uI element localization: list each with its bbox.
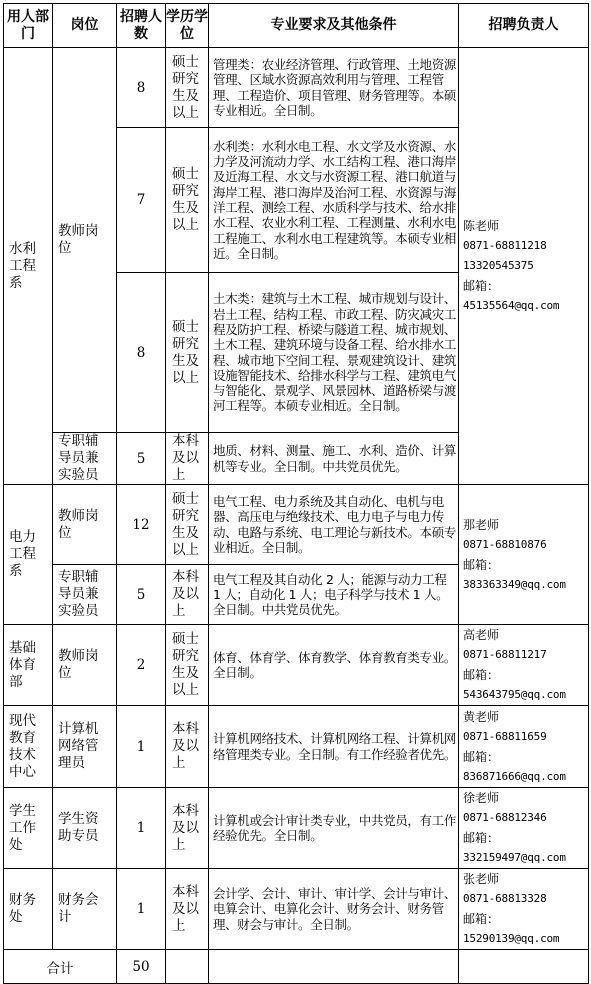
dept-cell: 水利工程系 <box>4 48 53 485</box>
edu-cell: 本科及以上 <box>166 788 209 869</box>
header-edu: 学历学位 <box>166 4 209 48</box>
contact-cell <box>459 485 589 625</box>
post-cell: 学生资助专员 <box>53 788 117 869</box>
contact-cell <box>459 869 589 950</box>
contact-email: 836871666@qq.com <box>463 769 566 783</box>
contact-email-label: 邮箱： <box>463 279 500 293</box>
contact-phone: 0871-68810876 <box>463 537 547 551</box>
dept-cell: 学生工作处 <box>4 788 53 869</box>
edu-cell: 本科及以上 <box>166 869 209 950</box>
table-row <box>4 788 589 869</box>
requirements-cell: 计算机或会计审计类专业，中共党员，有工作经验优先。全日制。 <box>209 788 459 869</box>
header-row <box>4 4 589 48</box>
edu-cell: 硕士研究生及以上 <box>166 128 209 273</box>
edu-cell: 硕士研究生及以上 <box>166 625 209 706</box>
dept-cell: 基础体育部 <box>4 625 53 706</box>
post-cell: 教师岗位 <box>53 48 117 433</box>
requirements-cell: 土木类：建筑与土木工程、城市规划与设计、岩土工程、结构工程、市政工程、防灾减灾工程及防护工程、桥梁与隧道工程、城市规划、土木工程、建筑环境与设备工程、给水排水工程、城市地下空间工程、景观建筑设计、建筑设施智能技术、给排水科学与工程、建筑电气与智能化、景观学、风景园林、道路桥梁与渡河工程等。本硕专业相近。全日制。 <box>209 273 459 433</box>
contact-email-label: 邮箱： <box>463 557 500 572</box>
post-cell: 教师岗位 <box>53 485 117 565</box>
contact-email-label: 邮箱： <box>463 749 500 764</box>
dept-cell: 电力工程系 <box>4 485 53 625</box>
count-cell: 8 <box>117 273 166 433</box>
contact-name: 徐老师 <box>463 791 500 805</box>
contact-email: 15290139@qq.com <box>463 932 560 945</box>
requirements-cell: 管理类：农业经济管理、行政管理、土地资源管理、区域水资源高效利用与管理、工程管理、工程造价、项目管理、财务管理等。本硕专业相近。全日制。 <box>209 48 459 128</box>
edu-cell: 硕士研究生及以上 <box>166 48 209 128</box>
dept-cell: 现代教育技术中心 <box>4 706 53 788</box>
post-cell: 专职辅导员兼实验员 <box>53 565 117 625</box>
contact-phone: 0871-68811659 <box>463 729 547 743</box>
contact-email: 383363349@qq.com <box>463 577 566 591</box>
empty-cell <box>459 950 589 984</box>
header-dept: 用人部门 <box>4 4 53 48</box>
header-contact: 招聘负责人 <box>459 4 589 48</box>
contact-phone: 0871-68811217 <box>463 648 547 661</box>
requirements-cell: 计算机网络技术、计算机网络工程、计算机网络管理类专业。全日制。有工作经验者优先。 <box>209 706 459 788</box>
edu-cell: 硕士研究生及以上 <box>166 273 209 433</box>
total-row <box>4 950 589 984</box>
contact-name: 高老师 <box>463 628 500 642</box>
count-cell: 5 <box>117 433 166 485</box>
contact-phone: 13320545375 <box>463 259 534 272</box>
contact-email: 543643795@qq.com <box>463 688 566 701</box>
requirements-cell: 体育、体育学、体育教学、体育教育类专业。全日制。 <box>209 625 459 706</box>
count-cell: 12 <box>117 485 166 565</box>
contact-phone: 0871-68811218 <box>463 239 547 252</box>
header-requirements: 专业要求及其他条件 <box>209 4 459 48</box>
post-cell: 教师岗位 <box>53 625 117 706</box>
header-post: 岗位 <box>53 4 117 48</box>
contact-email: 332159497@qq.com <box>463 851 566 864</box>
contact-email-label: 邮箱： <box>463 912 500 926</box>
table-row <box>4 706 589 788</box>
requirements-cell: 电气工程及其自动化 2 人；能源与动力工程 1 人；自动化 1 人；电子科学与技术 1 人。全日制。中共党员优先。 <box>209 565 459 625</box>
edu-cell: 本科及以上 <box>166 433 209 485</box>
contact-email-label: 邮箱： <box>463 668 500 682</box>
count-cell: 7 <box>117 128 166 273</box>
contact-name: 陈老师 <box>463 219 500 233</box>
count-cell: 8 <box>117 48 166 128</box>
requirements-cell: 会计学、会计、审计、审计学、会计与审计、电算会计、电算化会计、财务会计、财务管理、财会与审计。全日制。 <box>209 869 459 950</box>
contact-name: 张老师 <box>463 872 500 886</box>
table-row <box>4 485 589 565</box>
post-cell: 专职辅导员兼实验员 <box>53 433 117 485</box>
edu-cell: 本科及以上 <box>166 706 209 788</box>
contact-cell <box>459 788 589 869</box>
table-row <box>4 625 589 706</box>
table-row <box>4 48 589 128</box>
total-count: 50 <box>117 950 166 984</box>
post-cell: 财务会计 <box>53 869 117 950</box>
requirements-cell: 地质、材料、测量、施工、水利、造价、计算机等专业。全日制。中共党员优先。 <box>209 433 459 485</box>
edu-cell: 本科及以上 <box>166 565 209 625</box>
recruitment-table <box>3 3 589 984</box>
contact-name: 那老师 <box>463 517 500 532</box>
count-cell: 2 <box>117 625 166 706</box>
contact-email-label: 邮箱： <box>463 831 500 845</box>
contact-phone: 0871-68812346 <box>463 811 547 824</box>
total-label: 合计 <box>4 950 117 984</box>
count-cell: 1 <box>117 869 166 950</box>
contact-cell <box>459 706 589 788</box>
edu-cell: 硕士研究生及以上 <box>166 485 209 565</box>
contact-cell <box>459 48 589 485</box>
count-cell: 1 <box>117 788 166 869</box>
header-count: 招聘人数 <box>117 4 166 48</box>
contact-phone: 0871-68813328 <box>463 892 547 905</box>
requirements-cell: 电气工程、电力系统及其自动化、电机与电器、高压电与绝缘技术、电力电子与电力传动、电路与系统、电工理论与新技术。本硕专业相近。全日制。 <box>209 485 459 565</box>
count-cell: 1 <box>117 706 166 788</box>
empty-cell <box>209 950 459 984</box>
table-row <box>4 869 589 950</box>
post-cell: 计算机网络管理员 <box>53 706 117 788</box>
dept-cell: 财务处 <box>4 869 53 950</box>
count-cell: 5 <box>117 565 166 625</box>
requirements-cell: 水利类：水利水电工程、水文学及水资源、水力学及河流动力学、水工结构工程、港口海岸及近海工程、水文与水资源工程、港口航道与海岸工程、港口海岸及治河工程、水资源与海洋工程、测绘工程、水质科学与技术、给水排水工程、农业水利工程、工程测量、水利水电工程施工、水利水电工程建筑等。本硕专业相近。全日制。 <box>209 128 459 273</box>
contact-name: 黄老师 <box>463 709 500 724</box>
contact-cell <box>459 625 589 706</box>
empty-cell <box>166 950 209 984</box>
contact-email: 45135564@qq.com <box>463 299 560 312</box>
